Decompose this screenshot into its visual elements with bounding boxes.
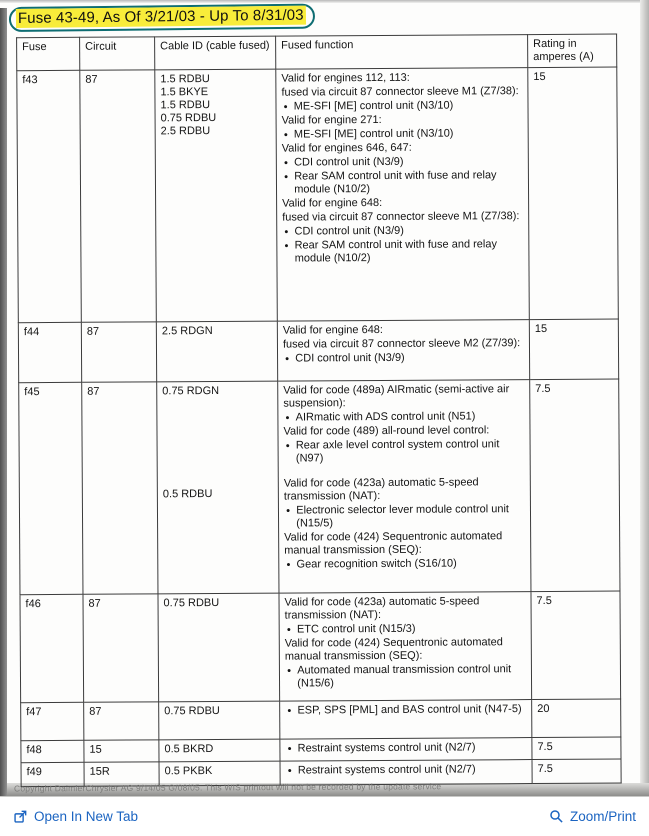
fuse-id-cell: f46: [20, 594, 84, 702]
cable-id-cell: [155, 69, 278, 322]
cable-id-cell: [157, 381, 279, 594]
bullet-icon: ●: [287, 745, 292, 753]
function-heading: Valid for engines 646, 647:: [281, 141, 412, 155]
cable-id: 0.5 RDBU: [162, 488, 213, 501]
fuse-row: [19, 379, 620, 595]
function-bullet-item: ● Gear recognition switch (S16/10): [286, 557, 457, 571]
bullet-icon: ●: [287, 707, 292, 715]
title-annotation-outline: [9, 4, 315, 32]
bullet-icon: ●: [286, 626, 291, 634]
fused-function-cell: [278, 380, 531, 594]
function-bullet-item: ● ME-SFI [ME] control unit (N3/10): [283, 99, 454, 113]
circuit-cell: 87: [83, 594, 159, 702]
cable-id-cell: [156, 321, 277, 382]
table-header-row: [17, 34, 617, 71]
function-bullet-item: ● Restraint systems control unit (N2/7): [287, 741, 476, 755]
fused-function-cell: [280, 700, 532, 740]
bullet-icon: ●: [283, 131, 288, 139]
fuse-row: [21, 699, 621, 741]
function-bullet-item: ● ME-SFI [ME] control unit (N3/10): [283, 127, 454, 141]
rating-cell: 7.5: [531, 591, 621, 700]
bullet-icon: ●: [283, 173, 289, 181]
function-heading: fused via circuit 87 connector sleeve M2 (Z7/39):: [282, 337, 521, 351]
circuit-cell: 87: [81, 322, 156, 382]
cable-id-cell: [159, 739, 280, 762]
cable-id-cell: [158, 593, 280, 702]
bullet-icon: ●: [284, 242, 289, 250]
function-heading: Valid for code (489a) AIRmatic (semi-active air suspension):: [283, 383, 510, 410]
function-bullet-item: ● Automated manual transmission control unit (N15/6): [286, 663, 512, 690]
magnifier-icon: [549, 809, 564, 824]
bullet-icon: ●: [286, 561, 291, 569]
fuse-id-cell: f43: [17, 70, 82, 322]
function-bullet-item: ● CDI control unit (N3/9): [285, 351, 405, 365]
bullet-icon: ●: [283, 159, 289, 167]
fuse-row: [20, 591, 621, 703]
fused-function-cell: [280, 738, 532, 762]
action-bar: [0, 796, 649, 836]
function-bullet-item: ● Rear axle level control system control unit (N97): [285, 438, 500, 465]
rating-cell: 7.5: [532, 737, 621, 760]
page-title: Fuse 43-49, As Of 3/21/03 - Up To 8/31/03: [16, 6, 306, 28]
cable-id: 1.5 BKYE: [160, 86, 209, 99]
circuit-cell: 87: [84, 702, 159, 740]
open-in-new-tab-link[interactable]: [13, 809, 138, 824]
fuse-id-cell: f49: [21, 762, 84, 786]
cable-id: 0.75 RDGN: [162, 384, 220, 398]
bullet-icon: ●: [285, 507, 291, 515]
function-bullet-item: ● ETC control unit (N15/3): [286, 622, 416, 636]
fused-function-cell: [279, 592, 532, 702]
cable-id: 2.5 RDGN: [161, 325, 213, 338]
function-heading: fused via circuit 87 connector sleeve M1 (Z7/38):: [281, 85, 519, 99]
circuit-cell: 15R: [84, 762, 159, 786]
column-header: Cable ID (cable fused): [155, 36, 276, 70]
function-bullet-item: ● CDI control unit (N3/9): [283, 155, 404, 169]
fuse-table: [16, 34, 622, 788]
scan-edge-right: [640, 0, 649, 796]
column-header: Fuse: [17, 37, 80, 70]
fuse-id-cell: f47: [21, 702, 84, 740]
function-heading: fused via circuit 87 connector sleeve M1 (Z7/38):: [282, 210, 520, 224]
function-heading: Valid for code (489) all-round level control:: [283, 424, 490, 438]
rating-cell: 15: [528, 67, 619, 320]
bullet-icon: ●: [285, 442, 290, 450]
fuse-row: [18, 319, 618, 383]
function-bullet-item: ● Electronic selector lever module control unit (N15/5): [285, 503, 510, 530]
bullet-icon: ●: [284, 228, 289, 236]
function-bullet-item: ● CDI control unit (N3/9): [284, 224, 404, 238]
function-heading: Valid for code (424) Sequentronic automated manual transmission (SEQ):: [284, 636, 503, 663]
fused-function-cell: [276, 68, 530, 322]
function-heading: Valid for code (423a) automatic 5-speed transmission (NAT):: [283, 476, 479, 503]
zoom-print-label: Zoom/Print: [569, 809, 636, 824]
scan-edge-left: [0, 8, 7, 796]
open-in-new-tab-icon: [13, 809, 28, 824]
rating-cell: 7.5: [532, 759, 621, 784]
document-page: [9, 0, 638, 787]
cable-id: 0.75 RDBU: [160, 111, 217, 125]
function-heading: Valid for engines 112, 113:: [281, 71, 410, 85]
function-heading: Valid for engine 648:: [282, 196, 383, 210]
bullet-icon: ●: [285, 414, 290, 422]
rating-cell: 15: [529, 319, 618, 380]
function-bullet-item: ● Rear SAM control unit with fuse and relay module (N10/2): [284, 238, 497, 265]
circuit-cell: 87: [82, 382, 158, 594]
copyright-note: Copyright DaimlerChrysler AG 9/14/05 G/08/05. This WIS printout will not be recorded by the update service: [13, 781, 442, 794]
function-bullet-item: ● Rear SAM control unit with fuse and relay module (N10/2): [283, 169, 497, 196]
cable-id: 0.75 RDBU: [164, 704, 220, 718]
function-heading: Valid for engine 648:: [282, 323, 384, 337]
function-heading: Valid for engine 271:: [281, 113, 382, 127]
cable-id: 1.5 RDBU: [160, 73, 210, 86]
fuse-row: [17, 67, 619, 323]
function-heading: Valid for code (423a) automatic 5-speed transmission (NAT):: [284, 595, 480, 622]
cable-id: 1.5 RDBU: [160, 99, 211, 112]
cable-id: 0.75 RDBU: [163, 596, 220, 610]
bullet-icon: ●: [286, 667, 292, 675]
column-header: Rating in amperes (A): [528, 34, 617, 68]
rating-cell: 20: [532, 699, 621, 738]
bullet-icon: ●: [287, 767, 292, 775]
cable-id: 2.5 RDBU: [160, 125, 211, 138]
function-heading: Valid for code (424) Sequentronic automated manual transmission (SEQ):: [284, 530, 503, 557]
open-in-new-tab-label: Open In New Tab: [34, 809, 139, 824]
function-bullet-item: ● AIRmatic with ADS control unit (N51): [285, 410, 476, 424]
fuse-id-cell: f45: [19, 382, 83, 594]
cable-id: 0.5 PKBK: [164, 765, 213, 778]
column-header: Circuit: [80, 37, 155, 70]
fuse-id-cell: f48: [21, 740, 84, 762]
zoom-print-link[interactable]: [549, 809, 636, 824]
fuse-id-cell: f44: [18, 322, 81, 382]
cable-id-cell: [159, 701, 280, 740]
fused-function-cell: [277, 320, 529, 382]
circuit-cell: 87: [80, 70, 157, 322]
function-bullet-item: ● Restraint systems control unit (N2/7): [287, 763, 476, 777]
rating-cell: 7.5: [530, 379, 620, 592]
column-header: Fused function: [276, 35, 528, 70]
bullet-icon: ●: [285, 355, 290, 363]
bullet-icon: ●: [283, 103, 288, 111]
cable-id: 0.5 BKRD: [164, 743, 214, 756]
circuit-cell: 15: [84, 740, 159, 762]
function-bullet-item: ● ESP, SPS [PML] and BAS control unit (N47-5): [287, 703, 522, 717]
